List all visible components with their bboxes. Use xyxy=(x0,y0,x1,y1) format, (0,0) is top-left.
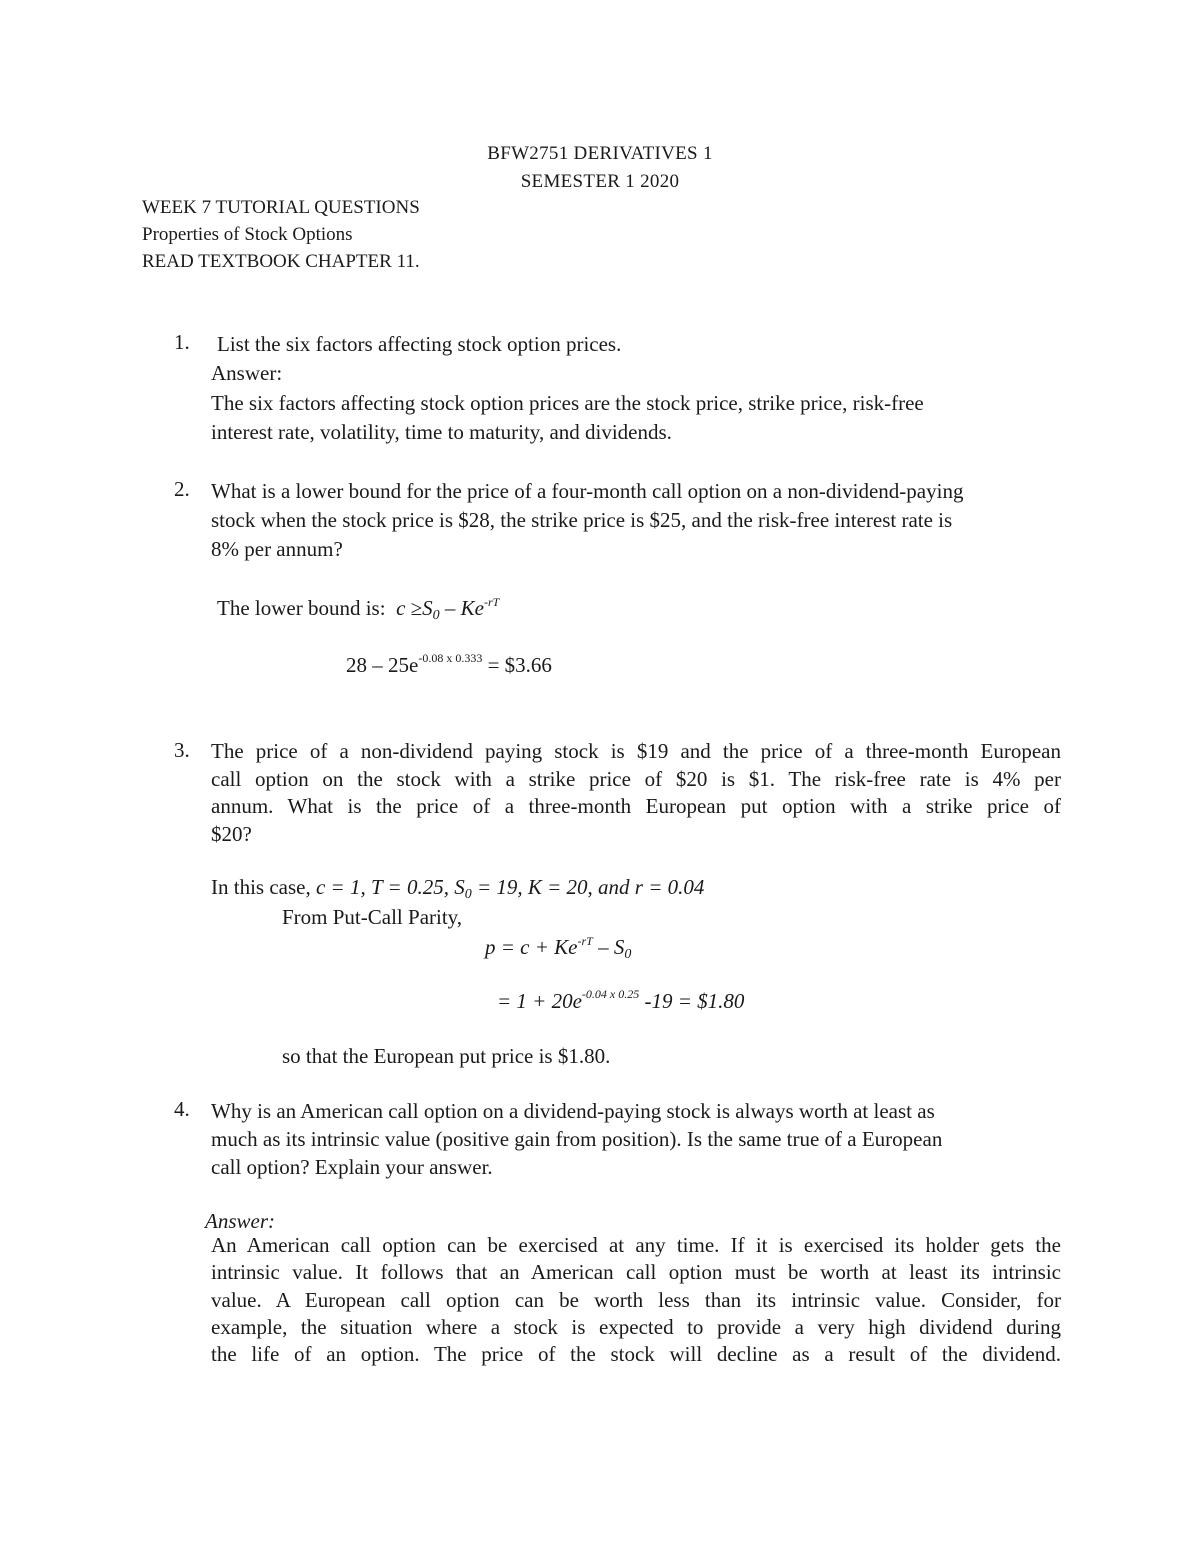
question-3-line: annum. What is the price of a three-month European put option with a strike price of xyxy=(211,794,1061,818)
question-3-text xyxy=(211,738,1061,848)
question-4-answer-label: Answer: xyxy=(205,1209,275,1233)
question-2-line: 8% per annum? xyxy=(211,537,343,561)
put-call-parity-label: From Put-Call Parity, xyxy=(282,905,463,929)
question-1-answer-line: interest rate, volatility, time to maturity, and dividends. xyxy=(211,420,672,444)
question-4-answer-line: example, the situation where a stock is expected to provide a very high dividend during xyxy=(211,1314,1061,1339)
question-1-answer-label: Answer: xyxy=(211,361,283,385)
question-4-answer-line: the life of an option. The price of the stock will decline as a result of the dividend. xyxy=(211,1342,1061,1367)
lower-bound-formula: $c \ge S_0 - Ke^{-rT}$ xyxy=(396,595,500,623)
question-4-answer-line: An American call option can be exercised at any time. If it is exercised its holder gets the xyxy=(211,1233,1061,1257)
question-4-line: Why is an American call option on a dividend-paying stock is always worth at least as xyxy=(211,1099,935,1123)
reading-instruction: READ TEXTBOOK CHAPTER 11. xyxy=(142,251,420,272)
question-3-line: $20? xyxy=(211,821,252,846)
semester-title: SEMESTER 1 2020 xyxy=(520,171,680,192)
question-2-line: What is a lower bound for the price of a four-month call option on a non-dividend-paying xyxy=(211,479,964,503)
question-1-text: List the six factors affecting stock option prices. xyxy=(217,332,622,356)
question-1-answer-line: The six factors affecting stock option prices are the stock price, strike price, risk-free xyxy=(211,391,924,415)
question-4-answer xyxy=(211,1232,1061,1368)
question-3-line: call option on the stock with a strike price of $20 is $1. The risk-free rate is 4% per xyxy=(211,766,1061,791)
put-call-parity-formula: $p = c + Ke^{-rT} - S_0$ xyxy=(485,934,632,962)
question-2-number: 2. xyxy=(174,477,190,501)
course-title: BFW2751 DERIVATIVES 1 xyxy=(487,143,713,164)
question-4-line: much as its intrinsic value (positive gain from position). Is the same true of a European xyxy=(211,1127,943,1151)
question-1-number: 1. xyxy=(174,330,190,354)
question-4-number: 4. xyxy=(174,1097,190,1121)
topic-title: Properties of Stock Options xyxy=(142,224,353,245)
lower-bound-label: The lower bound is: xyxy=(217,596,386,620)
put-price-conclusion: so that the European put price is $1.80. xyxy=(282,1044,611,1068)
question-3-line: The price of a non-dividend paying stock is $19 and the price of a three-month European xyxy=(211,739,1061,763)
question-2-line: stock when the stock price is $28, the strike price is $25, and the risk-free interest rate is xyxy=(211,508,953,532)
question-3-number: 3. xyxy=(174,738,190,762)
lower-bound-line xyxy=(217,594,499,622)
question-4-answer-line: intrinsic value. It follows that an American call option must be worth at least its intrinsic xyxy=(211,1260,1061,1285)
lower-bound-calculation: $28 - 25e^{-0.08 x 0.333}$ = $3.66 xyxy=(346,651,552,677)
week-title: WEEK 7 TUTORIAL QUESTIONS xyxy=(142,197,420,218)
question-4-line: call option? Explain your answer. xyxy=(211,1155,493,1179)
put-call-parity-calculation: = $1 + 20e^{-0.04 x 0.25}$ -19 = $1.80 xyxy=(497,987,745,1013)
question-4-answer-line: value. A European call option can be worth less than its intrinsic value. Consider, for xyxy=(211,1287,1061,1312)
case-variables: In this case, c = 1, T = 0.25, $S_0 = 19$, K = 20, and r = 0.04 xyxy=(211,875,705,902)
